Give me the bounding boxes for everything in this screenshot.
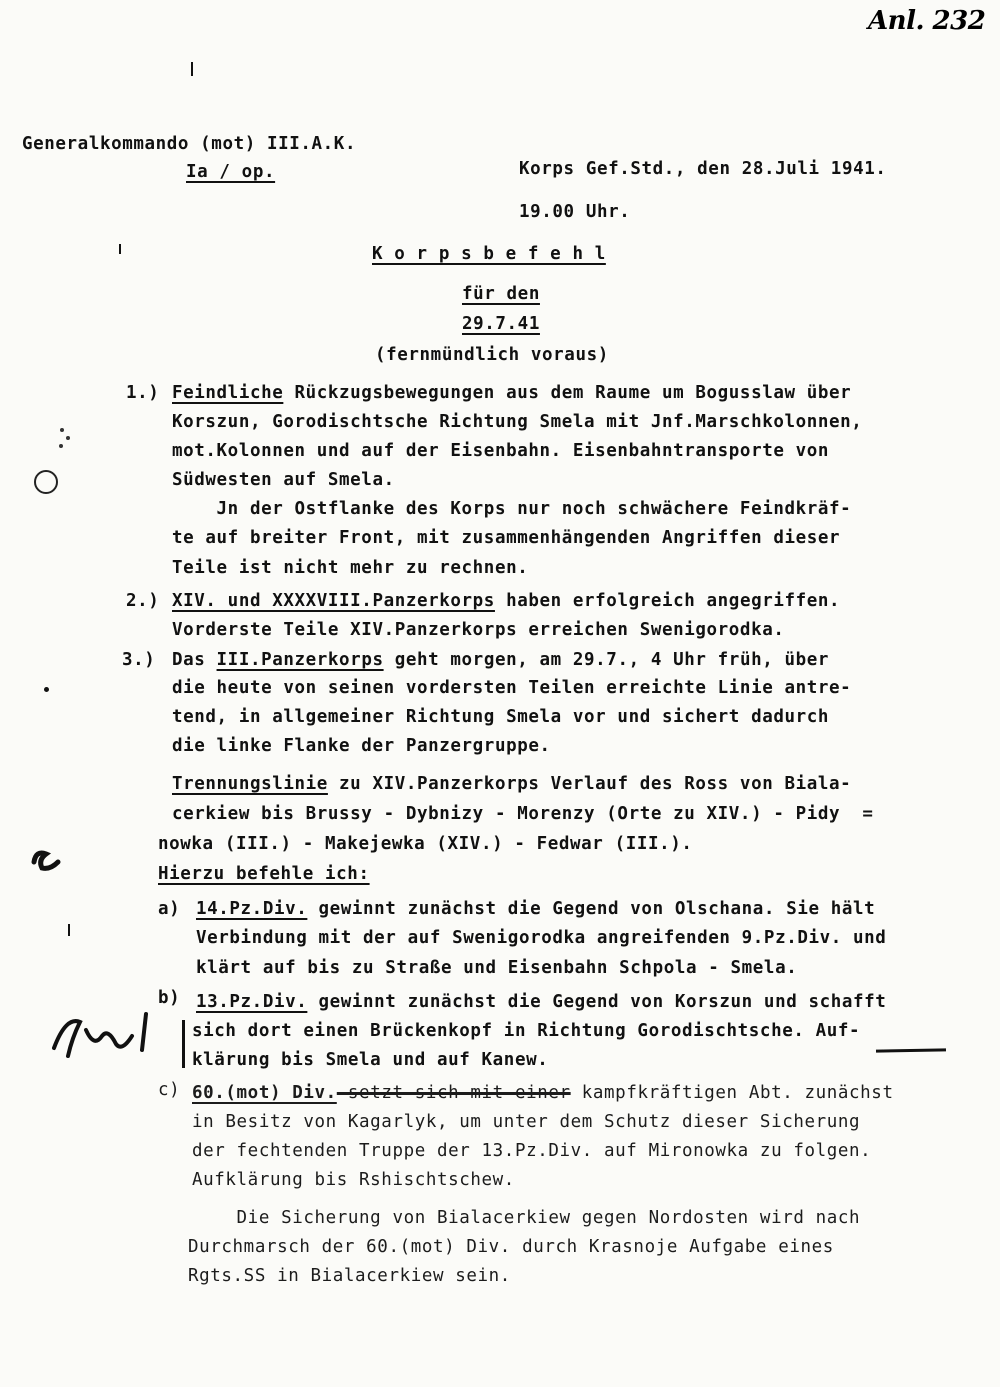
item-b-line-1-rest: gewinnt zunächst die Gegend von Korszun und schafft <box>307 992 887 1012</box>
section-1-line-2: Korszun, Gorodischtsche Richtung Smela mit Jnf.Marschkolonnen, <box>172 412 863 432</box>
stray-mark <box>68 924 70 936</box>
section-1-line-4: Südwesten auf Smela. <box>172 470 395 490</box>
section-1-line-7: Teile ist nicht mehr zu rechnen. <box>172 558 529 578</box>
section-3-line-3: tend, in allgemeiner Richtung Smela vor und sichert dadurch <box>172 707 830 727</box>
boundary-line-1-rest: zu XIV.Panzerkorps Verlauf des Ross von Biala- <box>327 774 852 794</box>
handwritten-underline <box>876 1048 946 1052</box>
section-3-line-1-a: Das <box>172 650 217 670</box>
item-c-label: c) <box>158 1080 181 1100</box>
title-date: 29.7.41 <box>462 314 540 334</box>
margin-bracket <box>182 1020 185 1068</box>
ink-blot-mark <box>28 846 68 876</box>
section-1-line-6: te auf breiter Front, mit zusammenhängenden Angriffen dieser <box>172 528 841 548</box>
section-2-number: 2.) <box>126 591 160 611</box>
section-1-line-3: mot.Kolonnen und auf der Eisenbahn. Eisenbahntransporte von <box>172 441 830 461</box>
item-a-label: a) <box>158 899 181 919</box>
item-b-label: b) <box>158 988 181 1008</box>
header-dept: Ia / op. <box>186 162 276 182</box>
item-a-line-1 <box>196 897 875 921</box>
boundary-line-3: nowka (III.) - Makejewka (XIV.) - Fedwar (III.). <box>158 834 693 854</box>
stray-mark <box>44 687 49 692</box>
section-3-line-2: die heute von seinen vordersten Teilen erreichte Linie antre- <box>172 678 852 698</box>
item-c-line-2: in Besitz von Kagarlyk, um unter dem Schutz dieser Sicherung <box>192 1112 861 1132</box>
section-3-underlined: III.Panzerkorps <box>216 650 384 670</box>
section-1-line-5: Jn der Ostflanke des Korps nur noch schwächere Feindkräf- <box>172 499 852 519</box>
item-c-line-3: der fechtenden Truppe der 13.Pz.Div. auf Mironowka zu folgen. <box>192 1141 872 1161</box>
item-c-line-7: Rgts.SS in Bialacerkiew sein. <box>188 1266 511 1286</box>
section-1-line-1 <box>172 381 851 405</box>
section-3-line-1 <box>172 648 829 672</box>
item-a-lead: 14.Pz.Div. <box>196 899 308 919</box>
item-b-line-2: sich dort einen Brückenkopf in Richtung Gorodischtsche. Auf- <box>192 1021 861 1041</box>
item-b-line-1 <box>196 990 886 1014</box>
item-c-line-5: Die Sicherung von Bialacerkiew gegen Nordosten wird nach <box>192 1208 861 1228</box>
page-dots-mark <box>56 424 76 454</box>
boundary-line-1 <box>172 772 851 796</box>
section-2-lead: XIV. und XXXXVIII.Panzerkorps <box>172 591 495 611</box>
stray-mark <box>191 62 193 76</box>
header-place-date: Korps Gef.Std., den 28.Juli 1941. <box>519 159 887 179</box>
section-2-line-1 <box>172 589 840 613</box>
item-c-struck: setzt sich mit einer <box>336 1083 571 1103</box>
punch-hole-mark <box>32 468 62 498</box>
section-2-line-1-rest: haben erfolgreich angegriffen. <box>494 591 841 611</box>
title-for: für den <box>462 284 540 304</box>
item-c-lead: 60.(mot) Div. <box>192 1083 337 1103</box>
margin-note <box>48 1062 49 1063</box>
item-b-lead: 13.Pz.Div. <box>196 992 308 1012</box>
header-org: Generalkommando (mot) III.A.K. <box>22 134 357 154</box>
item-a-line-1-rest: gewinnt zunächst die Gegend von Olschana. Sie hält <box>307 899 876 919</box>
section-3-line-4: die linke Flanke der Panzergruppe. <box>172 736 551 756</box>
item-b-line-3: klärung bis Smela und auf Kanew. <box>192 1050 549 1070</box>
order-heading: Hierzu befehle ich: <box>158 864 370 884</box>
boundary-lead: Trennungslinie <box>172 774 328 794</box>
header-time: 19.00 Uhr. <box>519 202 631 222</box>
section-3-number: 3.) <box>122 650 156 670</box>
document-title: K o r p s b e f e h l <box>372 244 606 264</box>
annex-number-annotation: Anl. 232 <box>868 6 986 36</box>
title-note: (fernmündlich voraus) <box>375 345 609 365</box>
item-a-line-2: Verbindung mit der auf Swenigorodka angreifenden 9.Pz.Div. und <box>196 928 887 948</box>
section-2-line-2: Vorderste Teile XIV.Panzerkorps erreichen Swenigorodka. <box>172 620 785 640</box>
item-c-line-4: Aufklärung bis Rshischtschew. <box>192 1170 515 1190</box>
section-1-line-1-rest: Rückzugsbewegungen aus dem Raume um Bogusslaw über <box>283 383 852 403</box>
item-a-line-3: klärt auf bis zu Straße und Eisenbahn Schpola - Smela. <box>196 958 798 978</box>
stray-mark <box>119 244 121 254</box>
item-c-line-1-rest: kampfkräftigen Abt. zunächst <box>570 1083 894 1103</box>
section-3-line-1-rest: geht morgen, am 29.7., 4 Uhr früh, über <box>383 650 830 670</box>
item-c-line-6: Durchmarsch der 60.(mot) Div. durch Krasnoje Aufgabe eines <box>188 1237 834 1257</box>
section-1-number: 1.) <box>126 383 160 403</box>
item-c-line-1 <box>192 1081 894 1105</box>
margin-note-stroke <box>46 1008 166 1068</box>
section-1-lead: Feindliche <box>172 383 284 403</box>
boundary-line-2: cerkiew bis Brussy - Dybnizy - Morenzy (Orte zu XIV.) - Pidy = <box>172 804 874 824</box>
